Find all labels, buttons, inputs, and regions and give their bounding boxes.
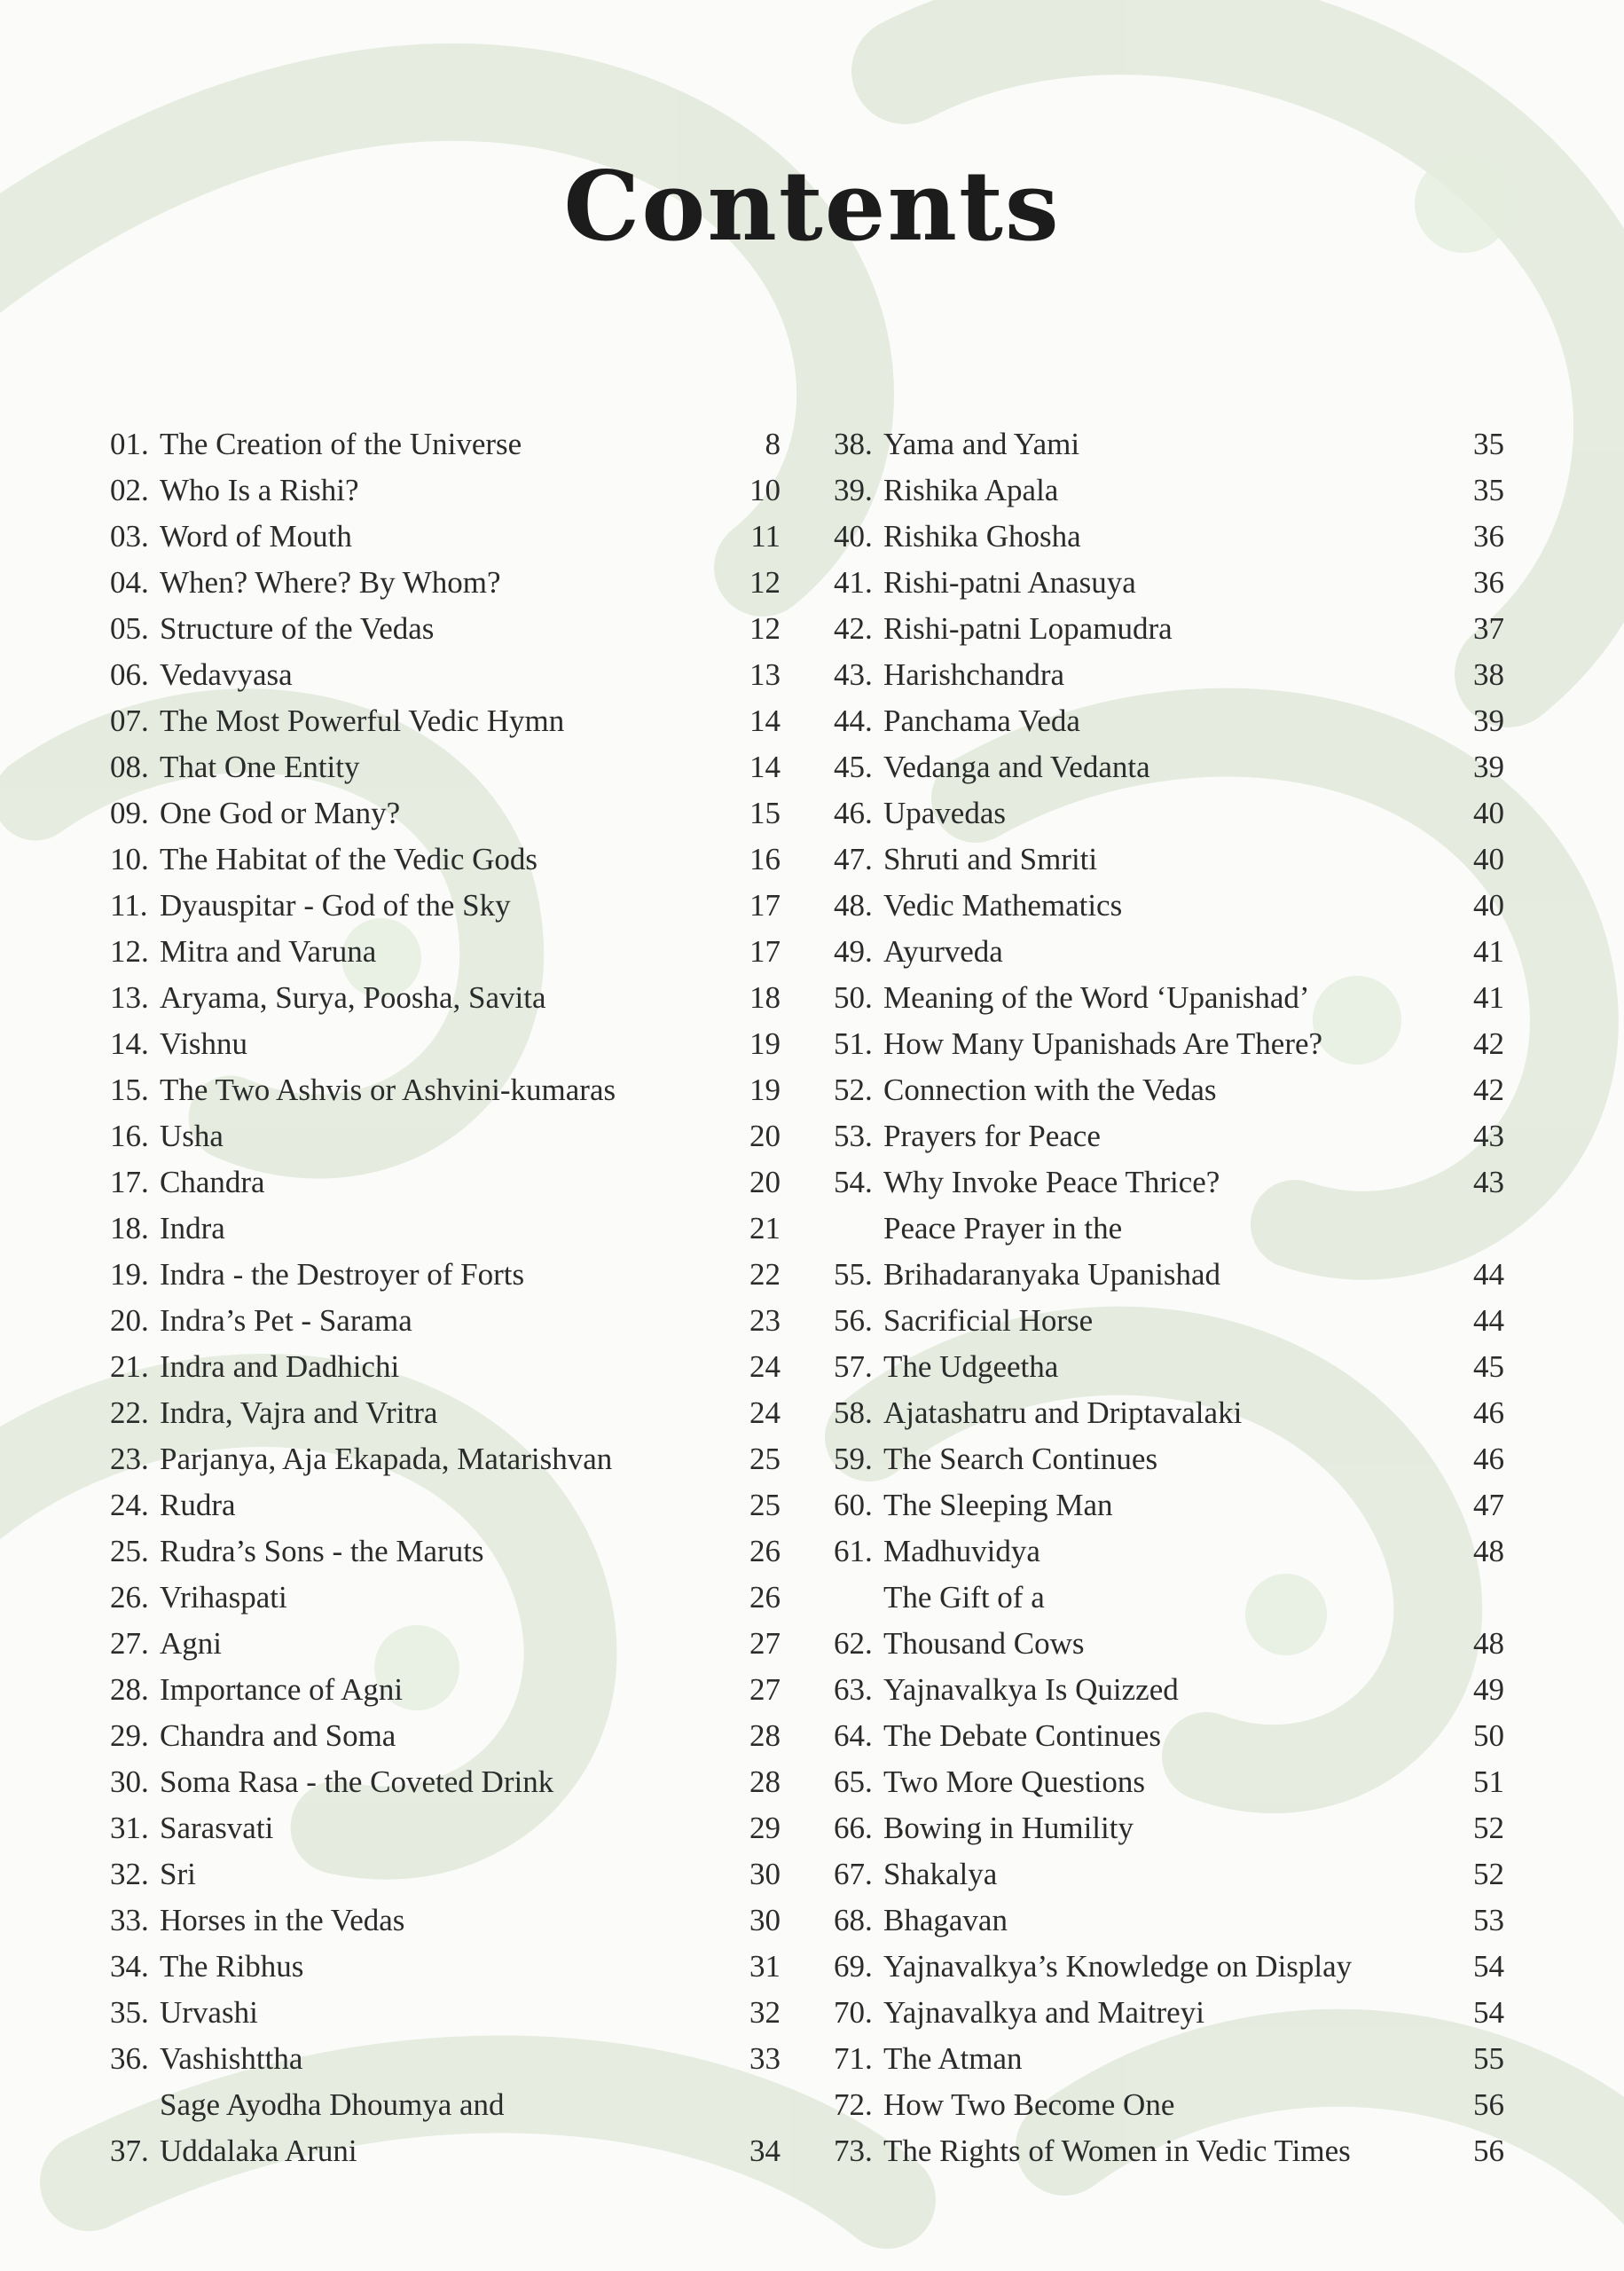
toc-entry-page: 23 — [749, 1303, 781, 1338]
toc-entry-number: 01. — [110, 427, 149, 461]
toc-entry[interactable] — [834, 1667, 1504, 1713]
toc-entry-title: Aryama, Surya, Poosha, Savita — [160, 980, 546, 1015]
toc-entry-title: Madhuvidya — [883, 1534, 1040, 1568]
toc-entry[interactable] — [110, 1575, 781, 1621]
toc-entry-page: 27 — [749, 1672, 781, 1707]
toc-entry-page: 25 — [749, 1442, 781, 1476]
toc-entry-number: 06. — [110, 657, 149, 692]
toc-entry-page: 46 — [1473, 1442, 1504, 1476]
toc-entry-title: Vedic Mathematics — [883, 888, 1123, 923]
toc-entry[interactable] — [110, 421, 781, 468]
toc-entry-number: 38. — [834, 427, 873, 461]
toc-entry-number: 39. — [834, 473, 873, 507]
toc-entry[interactable] — [834, 1528, 1504, 1575]
toc-entry-number: 05. — [110, 611, 149, 646]
toc-entry[interactable] — [110, 1482, 781, 1528]
toc-entry-page: 13 — [749, 657, 781, 692]
toc-entry-page: 14 — [749, 703, 781, 738]
toc-entry[interactable] — [834, 883, 1504, 929]
toc-entry-page: 11 — [750, 519, 781, 554]
toc-entry-number: 69. — [834, 1949, 873, 1984]
toc-entry[interactable] — [110, 1436, 781, 1482]
toc-entry-number: 71. — [834, 2041, 873, 2076]
toc-entry-number: 14. — [110, 1026, 149, 1061]
toc-entry-title: The Sleeping Man — [883, 1488, 1113, 1522]
toc-entry-number: 57. — [834, 1349, 873, 1384]
toc-entry-page: 47 — [1473, 1488, 1504, 1522]
toc-entry[interactable] — [110, 2036, 781, 2082]
toc-entry-title: Vedavyasa — [160, 657, 293, 692]
toc-entry[interactable] — [110, 652, 781, 698]
toc-entry-title: The Search Continues — [883, 1442, 1158, 1476]
toc-entry-page: 44 — [1473, 1257, 1504, 1292]
toc-entry-page: 35 — [1473, 473, 1504, 507]
toc-entry[interactable] — [834, 1713, 1504, 1759]
toc-entry[interactable] — [110, 883, 781, 929]
toc-entry-page: 28 — [749, 1718, 781, 1753]
toc-entry-number: 53. — [834, 1119, 873, 1153]
toc-entry-number: 31. — [110, 1811, 149, 1845]
toc-entry-title: The Gift of a Thousand Cows — [883, 1580, 1085, 1661]
toc-entry-page: 55 — [1473, 2041, 1504, 2076]
toc-entry-page: 41 — [1473, 980, 1504, 1015]
toc-entry-number: 66. — [834, 1811, 873, 1845]
toc-entry-title: One God or Many? — [160, 796, 401, 830]
toc-entry-page: 8 — [765, 427, 781, 461]
toc-entry-number: 15. — [110, 1073, 149, 1107]
toc-entry-page: 24 — [749, 1395, 781, 1430]
toc-entry-page: 42 — [1473, 1026, 1504, 1061]
toc-entry-title: Yajnavalkya’s Knowledge on Display — [883, 1949, 1353, 1984]
toc-entry[interactable] — [110, 468, 781, 514]
toc-entry-number: 24. — [110, 1488, 149, 1522]
toc-entry-number: 37. — [110, 2133, 149, 2168]
toc-entry-page: 25 — [749, 1488, 781, 1522]
toc-entry-page: 37 — [1473, 611, 1504, 646]
toc-entry-title: Sage Ayodha Dhoumya and Uddalaka Aruni — [160, 2087, 505, 2168]
toc-entry-title: The Most Powerful Vedic Hymn — [160, 703, 565, 738]
toc-entry-number: 25. — [110, 1534, 149, 1568]
toc-entry-page: 39 — [1473, 703, 1504, 738]
toc-entry-title: Vashishttha — [160, 2041, 303, 2076]
toc-entry[interactable] — [110, 1621, 781, 1667]
toc-entry[interactable] — [834, 1067, 1504, 1113]
toc-entry-title: Why Invoke Peace Thrice? — [883, 1165, 1220, 1199]
toc-entry-number: 47. — [834, 842, 873, 876]
toc-entry-title: Rishi-patni Lopamudra — [883, 611, 1173, 646]
toc-entry-title: Soma Rasa - the Coveted Drink — [160, 1764, 554, 1799]
toc-entry-page: 12 — [749, 565, 781, 600]
toc-entry-title: Sarasvati — [160, 1811, 274, 1845]
toc-entry-title: The Atman — [883, 2041, 1023, 2076]
toc-entry-number: 59. — [834, 1442, 873, 1476]
toc-entry-page: 24 — [749, 1349, 781, 1384]
toc-entry-title: Chandra and Soma — [160, 1718, 396, 1753]
toc-entry-number: 27. — [110, 1626, 149, 1661]
toc-entry[interactable] — [834, 560, 1504, 606]
toc-entry-number: 28. — [110, 1672, 149, 1707]
toc-entry-title: The Two Ashvis or Ashvini-kumaras — [160, 1073, 616, 1107]
toc-entry[interactable] — [110, 929, 781, 975]
toc-entry[interactable] — [834, 1113, 1504, 1159]
toc-entry[interactable] — [110, 698, 781, 744]
toc-entry-number: 04. — [110, 565, 149, 600]
toc-entry-title: Rishika Ghosha — [883, 519, 1081, 554]
toc-entry-title: Bowing in Humility — [883, 1811, 1134, 1845]
toc-entry-number: 67. — [834, 1857, 873, 1891]
toc-entry-title: Shruti and Smriti — [883, 842, 1098, 876]
toc-entry-title: Rudra — [160, 1488, 236, 1522]
toc-entry-title: Prayers for Peace — [883, 1119, 1101, 1153]
toc-entry[interactable] — [834, 1436, 1504, 1482]
toc-entry-number: 72. — [834, 2087, 873, 2122]
toc-entry-title: Vrihaspati — [160, 1580, 287, 1615]
toc-entry-page: 19 — [749, 1026, 781, 1061]
toc-entry-page: 43 — [1473, 1165, 1504, 1199]
toc-entry-number: 12. — [110, 934, 149, 969]
toc-entry-page: 26 — [749, 1580, 781, 1615]
toc-entry[interactable] — [834, 1575, 1504, 1667]
toc-entry-number: 30. — [110, 1764, 149, 1799]
toc-entry[interactable] — [834, 1851, 1504, 1898]
toc-entry-title: Ayurveda — [883, 934, 1003, 969]
toc-entry-title: Urvashi — [160, 1995, 258, 2030]
toc-entry[interactable] — [110, 514, 781, 560]
toc-entry[interactable] — [834, 1159, 1504, 1206]
toc-entry-page: 27 — [749, 1626, 781, 1661]
toc-entry-title: Dyauspitar - God of the Sky — [160, 888, 511, 923]
toc-entry-number: 26. — [110, 1580, 149, 1615]
toc-entry-page: 52 — [1473, 1857, 1504, 1891]
toc-entry-page: 43 — [1473, 1119, 1504, 1153]
toc-entry-page: 34 — [749, 2133, 781, 2168]
toc-entry-number: 34. — [110, 1949, 149, 1984]
toc-entry[interactable] — [110, 1944, 781, 1990]
toc-entry[interactable] — [834, 421, 1504, 468]
toc-entry-number: 40. — [834, 519, 873, 554]
toc-entry[interactable] — [834, 698, 1504, 744]
toc-entry-title: The Rights of Women in Vedic Times — [883, 2133, 1351, 2168]
toc-entry-title: Indra, Vajra and Vritra — [160, 1395, 438, 1430]
toc-entry[interactable] — [110, 975, 781, 1021]
toc-entry-page: 48 — [1473, 1534, 1504, 1568]
toc-entry[interactable] — [834, 468, 1504, 514]
toc-entry[interactable] — [834, 744, 1504, 790]
toc-entry[interactable] — [110, 837, 781, 883]
toc-entry[interactable] — [834, 2082, 1504, 2128]
toc-entry-title: The Udgeetha — [883, 1349, 1059, 1384]
toc-entry-page: 32 — [749, 1995, 781, 2030]
toc-entry-title: When? Where? By Whom? — [160, 565, 501, 600]
toc-entry-title: Peace Prayer in the Brihadaranyaka Upanishad — [883, 1211, 1220, 1292]
toc-entry-number: 51. — [834, 1026, 873, 1061]
toc-entry-title: Indra - the Destroyer of Forts — [160, 1257, 525, 1292]
toc-entry-number: 55. — [834, 1257, 873, 1292]
toc-entry-page: 40 — [1473, 842, 1504, 876]
toc-entry[interactable] — [110, 1713, 781, 1759]
toc-column-right — [834, 421, 1504, 2174]
toc-entry-title: Indra — [160, 1211, 225, 1246]
toc-entry-page: 31 — [749, 1949, 781, 1984]
toc-entry-number: 33. — [110, 1903, 149, 1937]
toc-entry-page: 20 — [749, 1119, 781, 1153]
toc-entry[interactable] — [110, 1021, 781, 1067]
toc-entry[interactable] — [834, 1021, 1504, 1067]
toc-entry-page: 40 — [1473, 888, 1504, 923]
toc-entry[interactable] — [110, 2082, 781, 2174]
toc-entry-number: 17. — [110, 1165, 149, 1199]
toc-entry-number: 32. — [110, 1857, 149, 1891]
toc-entry-page: 40 — [1473, 796, 1504, 830]
toc-entry-title: Yajnavalkya Is Quizzed — [883, 1672, 1179, 1707]
toc-entry[interactable] — [834, 2036, 1504, 2082]
toc-entry-title: Structure of the Vedas — [160, 611, 435, 646]
toc-entry-title: Connection with the Vedas — [883, 1073, 1217, 1107]
toc-entry-page: 54 — [1473, 1949, 1504, 1984]
toc-entry-page: 12 — [749, 611, 781, 646]
toc-entry-number: 23. — [110, 1442, 149, 1476]
toc-entry-page: 35 — [1473, 427, 1504, 461]
toc-entry-number: 64. — [834, 1718, 873, 1753]
toc-entry-page: 50 — [1473, 1718, 1504, 1753]
toc-entry[interactable] — [110, 1528, 781, 1575]
toc-entry-page: 30 — [749, 1857, 781, 1891]
toc-entry-page: 45 — [1473, 1349, 1504, 1384]
toc-entry-page: 56 — [1473, 2133, 1504, 2168]
toc-entry[interactable] — [834, 652, 1504, 698]
toc-entry[interactable] — [834, 1390, 1504, 1436]
toc-entry-title: Indra and Dadhichi — [160, 1349, 400, 1384]
toc-entry-page: 53 — [1473, 1903, 1504, 1937]
toc-entry-title: Word of Mouth — [160, 519, 352, 554]
toc-entry[interactable] — [834, 790, 1504, 837]
toc-entry-number: 29. — [110, 1718, 149, 1753]
toc-entry-number: 19. — [110, 1257, 149, 1292]
toc-entry-page: 17 — [749, 934, 781, 969]
toc-entry-title: Panchama Veda — [883, 703, 1080, 738]
toc-entry-title: Agni — [160, 1626, 222, 1661]
toc-entry-number: 49. — [834, 934, 873, 969]
toc-entry[interactable] — [834, 1944, 1504, 1990]
toc-entry-title: Indra’s Pet - Sarama — [160, 1303, 412, 1338]
toc-entry-title: The Creation of the Universe — [160, 427, 522, 461]
toc-entry-page: 30 — [749, 1903, 781, 1937]
toc-entry-number: 54. — [834, 1165, 873, 1199]
toc-entry-title: Parjanya, Aja Ekapada, Matarishvan — [160, 1442, 613, 1476]
toc-entry-number: 11. — [110, 888, 148, 923]
toc-entry-title: The Debate Continues — [883, 1718, 1161, 1753]
toc-entry-title: Shakalya — [883, 1857, 998, 1891]
toc-entry-title: Importance of Agni — [160, 1672, 404, 1707]
toc-entry[interactable] — [834, 1206, 1504, 1298]
toc-entry[interactable] — [110, 1113, 781, 1159]
toc-entry[interactable] — [834, 975, 1504, 1021]
toc-entry-title: Chandra — [160, 1165, 265, 1199]
toc-entry-title: Upavedas — [883, 796, 1007, 830]
toc-entry-title: Two More Questions — [883, 1764, 1146, 1799]
page-title: Contents — [563, 151, 1061, 263]
toc-entry-number: 46. — [834, 796, 873, 830]
toc-entry-title: Who Is a Rishi? — [160, 473, 359, 507]
toc-entry[interactable] — [834, 1805, 1504, 1851]
toc-entry-page: 10 — [749, 473, 781, 507]
toc-entry[interactable] — [834, 1482, 1504, 1528]
toc-entry-title: Harishchandra — [883, 657, 1065, 692]
toc-entry-number: 44. — [834, 703, 873, 738]
toc-entry[interactable] — [110, 606, 781, 652]
toc-entry-number: 10. — [110, 842, 149, 876]
toc-entry[interactable] — [110, 1390, 781, 1436]
toc-entry-number: 20. — [110, 1303, 149, 1338]
toc-entry-title: How Many Upanishads Are There? — [883, 1026, 1323, 1061]
toc-entry-title: Mitra and Varuna — [160, 934, 377, 969]
toc-entry-title: Vedanga and Vedanta — [883, 750, 1150, 784]
toc-entry-page: 39 — [1473, 750, 1504, 784]
toc-entry[interactable] — [110, 1898, 781, 1944]
toc-entry[interactable] — [110, 560, 781, 606]
toc-entry-number: 63. — [834, 1672, 873, 1707]
toc-entry-page: 16 — [749, 842, 781, 876]
toc-entry-page: 19 — [749, 1073, 781, 1107]
toc-entry-number: 02. — [110, 473, 149, 507]
toc-entry-title: Rishika Apala — [883, 473, 1059, 507]
toc-entry-number: 03. — [110, 519, 149, 554]
toc-entry-number: 70. — [834, 1995, 873, 2030]
toc-entry-number: 73. — [834, 2133, 873, 2168]
toc-entry-title: The Ribhus — [160, 1949, 304, 1984]
toc-entry-title: Yama and Yami — [883, 427, 1080, 461]
toc-entry-number: 09. — [110, 796, 149, 830]
toc-entry-title: Ajatashatru and Driptavalaki — [883, 1395, 1243, 1430]
toc-entry-number: 16. — [110, 1119, 149, 1153]
toc-entry-page: 52 — [1473, 1811, 1504, 1845]
toc-entry-page: 26 — [749, 1534, 781, 1568]
toc-entry-number: 36. — [110, 2041, 149, 2076]
toc-entry-title: Yajnavalkya and Maitreyi — [883, 1995, 1204, 2030]
toc-entry-page: 56 — [1473, 2087, 1504, 2122]
toc-entry[interactable] — [110, 1667, 781, 1713]
toc-entry-number: 58. — [834, 1395, 873, 1430]
toc-entry-page: 28 — [749, 1764, 781, 1799]
toc-entry-number: 50. — [834, 980, 873, 1015]
toc-entry[interactable] — [110, 1159, 781, 1206]
toc-entry[interactable] — [834, 1344, 1504, 1390]
toc-entry-number: 42. — [834, 611, 873, 646]
toc-entry-page: 51 — [1473, 1764, 1504, 1799]
toc-entry-number: 21. — [110, 1349, 149, 1384]
toc-entry-title: Rishi-patni Anasuya — [883, 565, 1136, 600]
toc-entry[interactable] — [110, 1990, 781, 2036]
toc-entry-title: Meaning of the Word ‘Upanishad’ — [883, 980, 1310, 1015]
toc-entry-number: 60. — [834, 1488, 873, 1522]
toc-entry-number: 41. — [834, 565, 873, 600]
toc-entry-page: 36 — [1473, 565, 1504, 600]
toc-entry-title: Horses in the Vedas — [160, 1903, 405, 1937]
toc-entry-page: 48 — [1473, 1626, 1504, 1661]
toc-entry-page: 44 — [1473, 1303, 1504, 1338]
toc-entry-number: 18. — [110, 1211, 149, 1246]
toc-entry-page: 49 — [1473, 1672, 1504, 1707]
toc-entry-number: 56. — [834, 1303, 873, 1338]
toc-entry[interactable] — [110, 1344, 781, 1390]
toc-entry[interactable] — [834, 514, 1504, 560]
toc-entry-page: 29 — [749, 1811, 781, 1845]
toc-entry[interactable] — [834, 1759, 1504, 1805]
toc-entry-number: 61. — [834, 1534, 873, 1568]
toc-entry-number: 08. — [110, 750, 149, 784]
toc-entry-title: Sacrificial Horse — [883, 1303, 1094, 1338]
toc-entry-title: That One Entity — [160, 750, 360, 784]
toc-entry-number: 43. — [834, 657, 873, 692]
toc-entry[interactable] — [110, 1805, 781, 1851]
toc-entry-page: 33 — [749, 2041, 781, 2076]
toc-entry-number: 13. — [110, 980, 149, 1015]
toc-entry[interactable] — [834, 1898, 1504, 1944]
toc-entry-page: 20 — [749, 1165, 781, 1199]
toc-entry[interactable] — [110, 790, 781, 837]
toc-entry-title: Sri — [160, 1857, 196, 1891]
toc-entry-page: 42 — [1473, 1073, 1504, 1107]
toc-entry-title: How Two Become One — [883, 2087, 1175, 2122]
toc-entry[interactable] — [110, 1206, 781, 1252]
toc-entry-title: Usha — [160, 1119, 224, 1153]
toc-entry-page: 41 — [1473, 934, 1504, 969]
toc-entry-page: 14 — [749, 750, 781, 784]
toc-entry-number: 48. — [834, 888, 873, 923]
toc-entry[interactable] — [834, 837, 1504, 883]
toc-entry-number: 35. — [110, 1995, 149, 2030]
toc-entry-number: 07. — [110, 703, 149, 738]
toc-entry[interactable] — [110, 1067, 781, 1113]
toc-entry[interactable] — [110, 1298, 781, 1344]
toc-entry[interactable] — [834, 1298, 1504, 1344]
toc-entry-page: 22 — [749, 1257, 781, 1292]
toc-entry-page: 38 — [1473, 657, 1504, 692]
toc-entry-page: 36 — [1473, 519, 1504, 554]
toc-entry-title: Rudra’s Sons - the Maruts — [160, 1534, 484, 1568]
toc-column-left — [110, 421, 781, 2174]
toc-entry-page: 21 — [749, 1211, 781, 1246]
toc-entry-title: Bhagavan — [883, 1903, 1008, 1937]
toc-entry-title: Vishnu — [160, 1026, 248, 1061]
toc-entry[interactable] — [834, 2128, 1504, 2174]
toc-entry[interactable] — [110, 744, 781, 790]
toc-entry-page: 46 — [1473, 1395, 1504, 1430]
toc-entry-number: 65. — [834, 1764, 873, 1799]
toc-entry-number: 52. — [834, 1073, 873, 1107]
toc-entry-page: 18 — [749, 980, 781, 1015]
toc-entry-number: 68. — [834, 1903, 873, 1937]
toc-entry-page: 54 — [1473, 1995, 1504, 2030]
toc-entry-page: 15 — [749, 796, 781, 830]
toc-entry[interactable] — [834, 929, 1504, 975]
toc-entry[interactable] — [110, 1252, 781, 1298]
toc-entry-number: 62. — [834, 1626, 873, 1661]
toc-entry-title: The Habitat of the Vedic Gods — [160, 842, 538, 876]
toc-entry[interactable] — [834, 606, 1504, 652]
toc-entry-number: 22. — [110, 1395, 149, 1430]
toc-entry-number: 45. — [834, 750, 873, 784]
toc-entry[interactable] — [834, 1990, 1504, 2036]
toc-entry[interactable] — [110, 1851, 781, 1898]
toc-entry[interactable] — [110, 1759, 781, 1805]
toc-entry-page: 17 — [749, 888, 781, 923]
